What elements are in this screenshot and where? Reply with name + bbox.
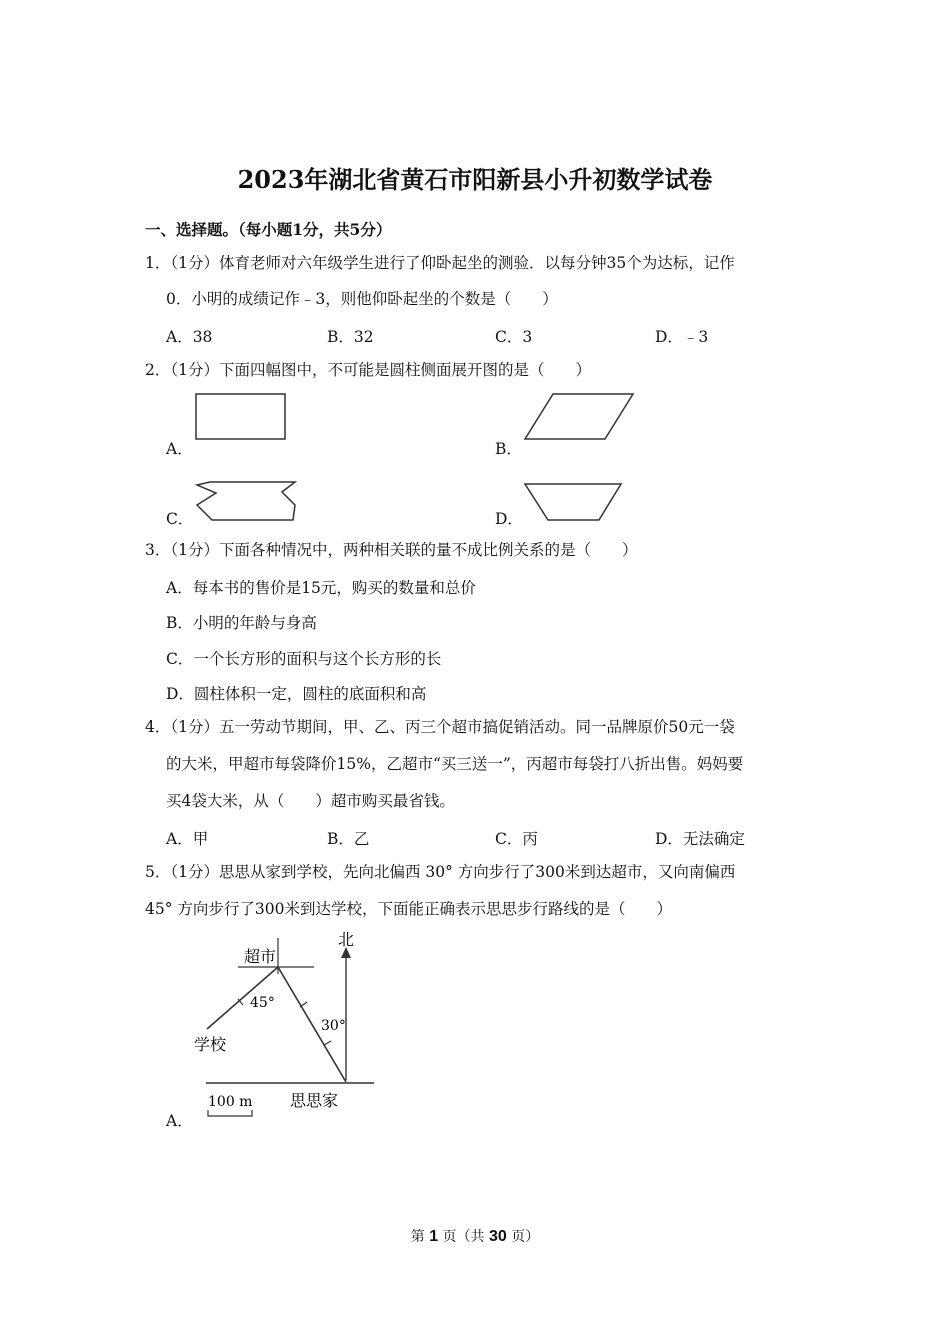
q2-option-c: C． [166, 510, 194, 528]
scale-bar [208, 1110, 252, 1116]
q4-option-d: D．无法确定 [655, 830, 745, 848]
q1-option-a: A．38 [166, 328, 213, 346]
question-1-line-2: 0．小明的成绩记作﹣3，则他仰卧起坐的个数是（ ） [166, 290, 558, 308]
q3-option-a: A．每本书的售价是15元，购买的数量和总价 [166, 579, 476, 597]
footer-page-number: 1 [429, 1228, 439, 1245]
zigzag-shape [197, 482, 295, 520]
rectangle-shape [196, 394, 285, 439]
section-heading: 一、选择题。（每小题1分，共5分） [145, 220, 392, 239]
q4-option-a: A．甲 [166, 830, 209, 848]
parallelogram-shape [525, 394, 633, 439]
footer-suffix: 页） [506, 1229, 540, 1245]
footer-total-pages: 30 [489, 1228, 507, 1245]
angle-30-label: 30° [321, 1018, 346, 1034]
question-4-line-3: 买4袋大米，从（ ）超市购买最省钱。 [166, 792, 455, 810]
question-4-line-1: 4．（1分）五一劳动节期间，甲、乙、丙三个超市搞促销活动。同一品牌原价50元一袋 [145, 718, 735, 736]
question-5-line-1: 5．（1分）思思从家到学校，先向北偏西 30° 方向步行了300米到达超市，又向南偏西 [145, 863, 736, 881]
question-5-line-2: 45° 方向步行了300米到达学校，下面能正确表示思思步行路线的是（ ） [145, 900, 672, 918]
q2-shapes [0, 0, 950, 540]
tick-mark [324, 1041, 331, 1045]
q5-option-a: A． [166, 1112, 193, 1130]
q3-option-d: D．圆柱体积一定，圆柱的底面积和高 [166, 685, 427, 703]
q1-option-d: D．﹣3 [655, 328, 709, 346]
q2-option-a: A． [166, 440, 193, 458]
school-label: 学校 [194, 1035, 227, 1054]
question-1-line-1: 1．（1分）体育老师对六年级学生进行了仰卧起坐的测验．以每分钟35个为达标，记作 [145, 254, 735, 272]
footer-prefix: 第 [410, 1229, 430, 1245]
question-2-line-1: 2．（1分）下面四幅图中，不可能是圆柱侧面展开图的是（ ） [145, 361, 591, 379]
page-title: 2023年湖北省黄石市阳新县小升初数学试卷 [237, 165, 713, 194]
q4-option-b: B．乙 [327, 830, 370, 848]
trapezoid-shape [525, 484, 621, 520]
angle-45-label: 45° [250, 995, 275, 1011]
footer-middle: 页（共 [438, 1229, 489, 1245]
question-4-line-2: 的大米，甲超市每袋降价15%，乙超市“买三送一”，丙超市每袋打八折出售。妈妈要 [166, 755, 744, 773]
home-label: 思思家 [290, 1091, 339, 1110]
q3-option-b: B．小明的年龄与身高 [166, 614, 317, 632]
q2-option-b: B． [495, 440, 522, 458]
route-diagram [0, 920, 420, 1130]
north-label: 北 [338, 930, 355, 949]
q3-option-c: C．一个长方形的面积与这个长方形的长 [166, 650, 442, 668]
q2-option-d: D． [495, 510, 523, 528]
q1-option-b: B．32 [327, 328, 374, 346]
scale-label: 100 m [208, 1094, 253, 1110]
page-footer [0, 1226, 950, 1246]
q1-option-c: C．3 [495, 328, 533, 346]
question-3-line-1: 3．（1分）下面各种情况中，两种相关联的量不成比例关系的是（ ） [145, 541, 638, 559]
supermarket-label: 超市 [244, 947, 277, 966]
q4-option-c: C．丙 [495, 830, 538, 848]
